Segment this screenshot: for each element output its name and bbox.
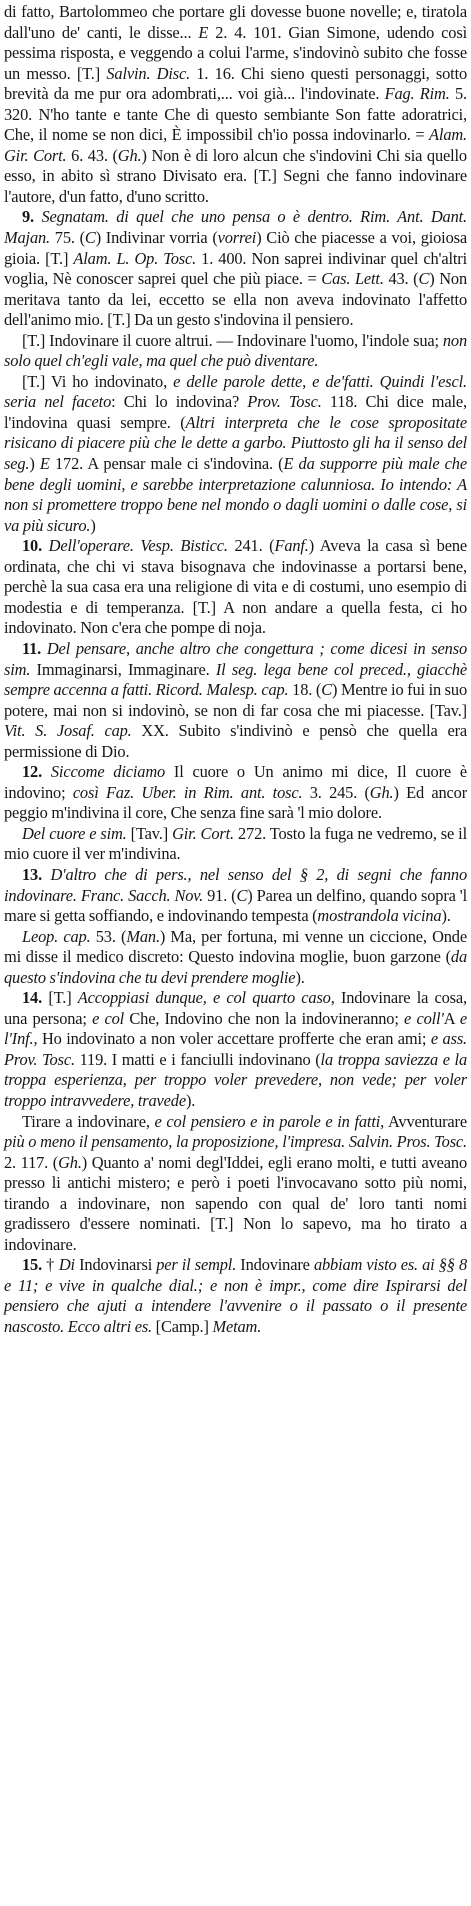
text-segment: 1. 400. Non saprei indivinar quel ch'altri voglia, Nè conoscer saprei quel che più piace. =: [4, 248, 467, 289]
text-segment: : Chi lo indovina?: [111, 392, 248, 412]
text-segment: 6. 43. (: [66, 145, 118, 165]
text-segment: 2. 117. (: [4, 1152, 59, 1172]
text-segment: 172. A pensar male ci s'indovina. (: [49, 454, 284, 474]
text-segment: [T.]: [42, 988, 78, 1008]
text-segment: 18. (: [288, 680, 322, 700]
text-segment: ) Non è di loro alcun che s'indovini Chi sia quello esso, in abito sì strano Divisato era. [T.] Segni che fanno indovinare l'autore, d'un fatto, d'uno scritto.: [4, 145, 467, 206]
text-segment: †: [42, 1255, 59, 1275]
text-segment: 1. 16. Chi sieno questi personaggi, sotto brevità da me pur ora adombrati,... voi già... l'indovinate.: [4, 63, 468, 104]
italic-segment: Il seg. lega bene col preced., giacchè sempre accenna a fatti. Ricord. Malesp. cap.: [4, 659, 467, 700]
text-segment: ): [90, 515, 96, 535]
italic-segment: non solo quel ch'egli vale, ma quel che può diventare.: [4, 330, 467, 371]
italic-segment: Man.: [126, 926, 160, 946]
italic-segment: abbiam visto es. ai §§ 8 e 11; e vive in qualche dial.; e non è impr., come dire Ispirarsi del pensiero che ajuti a intendere l'avvenire o il passato o il presente nascosto. Ecco altri es.: [4, 1255, 467, 1336]
italic-segment: Gh.: [58, 1152, 82, 1172]
text-segment: 2. 4. 101. Gian Simone, udendo così pessima risposta, e veggendo a colui l'arme, s'indovinò subito che fosse un messo. [T.]: [4, 22, 467, 83]
italic-segment: C: [418, 269, 430, 289]
italic-segment: C: [321, 680, 332, 700]
text-segment: [T.] Vi ho indovinato,: [22, 371, 174, 391]
italic-segment: Alam. L. Op. Tosc.: [73, 248, 197, 268]
text-segment: 43. (: [383, 269, 419, 289]
italic-segment: Fag. Rim.: [384, 84, 450, 104]
text-segment: A: [443, 1008, 460, 1028]
text-segment: di fatto, Bartolommeo che portare gli dovesse buone novelle; e, tiratola dall'uno de' canti, le disse...: [4, 2, 467, 42]
text-segment: Indovinare la cosa, una persona;: [4, 988, 467, 1028]
text-segment: ).: [295, 967, 305, 987]
text-segment: 272. Tosto la fuga ne vedremo, se il mio cuore il ver m'indivina.: [4, 823, 467, 864]
text-segment: ) Ciò che piacesse a voi, gioiosa gioia. [T.]: [4, 228, 467, 268]
italic-segment: mostrandola vicina: [317, 906, 442, 926]
para-14b: [4, 1112, 467, 1256]
italic-segment: Segnatam. di quel che uno pensa o è dentro. Rim. Ant. Dant. Majan.: [4, 207, 467, 248]
italic-segment: Metam.: [212, 1317, 262, 1336]
para-9c: [4, 372, 467, 536]
text-segment: Indovinare: [236, 1255, 314, 1275]
text-segment: 119. I matti e i fanciulli indovinano (: [74, 1049, 321, 1069]
text-segment: ) Non meritava tanto da lei, eccetto se ella non aveva indovinato l'affetto dell'animo mio. [T.] Da un gesto s'indovina il pensiero.: [4, 269, 468, 330]
para-12b: [4, 824, 467, 865]
italic-segment: vorrei: [217, 228, 257, 248]
italic-segment: più o meno il pensamento, la proposizione, l'impresa. Salvin. Pros. Tosc.: [4, 1132, 467, 1152]
text-segment: ) Quanto a' nomi degl'Iddei, egli erano molti, e tutti aveano presso li antichi mistero; e però i poeti l'invocavano sotto più nomi, tirando a indovinare, non sapendo con qual de' loro tanti nomi gradissero d'essere nominati. [T.] Non lo sapevo, ma ho tirato a indovinare.: [4, 1152, 468, 1254]
italic-segment: Vit. S. Josaf. cap.: [4, 721, 132, 741]
para-12: [4, 762, 467, 824]
text-segment: 53. (: [90, 926, 127, 946]
italic-segment: Gir. Cort.: [172, 823, 234, 843]
italic-segment: e l'Inf.,: [4, 1008, 467, 1049]
section-number: 14.: [22, 988, 43, 1008]
para-11: [4, 639, 467, 762]
text-segment: [Tav.]: [126, 823, 173, 843]
para-10: [4, 536, 467, 639]
italic-segment: da questo s'indovina che tu devi prendere moglie: [4, 947, 467, 987]
italic-segment: Alam. Gir. Cort.: [4, 125, 467, 165]
text-segment: 75. (: [50, 228, 85, 248]
italic-segment: la troppa saviezza e la troppa esperienza, per troppo voler prevedere, non vede; per voler troppo intravvedere, travede: [4, 1049, 467, 1110]
text-segment: 241. (: [227, 536, 275, 556]
italic-segment: D'altro che di pers., nel senso del § 2, di segni che fanno indovinare. Franc. Sacch. Nov.: [4, 864, 467, 905]
text-segment: ) Ed ancor peggio m'indivina il core, Che senza fine sarà 'l mio dolore.: [4, 782, 468, 823]
italic-segment: Gh.: [369, 782, 394, 802]
para-14: [4, 988, 467, 1111]
italic-segment: Gh.: [117, 145, 142, 165]
text-segment: 5. 320. N'ho tante e tante Che di questo sembiante Son fatte adoratrici, Che, il nome se non dici, È impossibil ch'io possa indovinarlo. =: [4, 84, 467, 145]
italic-segment: così Faz. Uber. in Rim. ant. tosc.: [72, 782, 303, 802]
italic-segment: Accoppiasi dunque, e col quarto caso,: [77, 988, 335, 1008]
text-segment: ) Aveva la casa sì bene ordinata, che chi vi stava bisognava che indovinasse a portarsi bene, perchè la sua casa era una religione di vita e di costumi, uno esempio di modestia e di temperanza. [T.] A non andare a quella festa, ci ho indovinato. Non c'era che pompe di noja.: [4, 536, 468, 638]
text-segment: ) Ma, per fortuna, mi venne un ciccione, Onde mi disse il medico discreto: Questo indovina moglie, buon garzone (: [4, 926, 467, 967]
text-segment: Il cuore o Un animo mi dice, Il cuore è indovino;: [4, 762, 467, 802]
italic-segment: Salvin. Disc.: [106, 63, 191, 83]
text-segment: Indovinarsi: [74, 1255, 157, 1275]
text-segment: XX. Subito s'indivinò e pensò che quella era permissione di Dio.: [4, 721, 467, 761]
section-number: 10.: [22, 536, 43, 556]
italic-segment: e coll': [404, 1008, 444, 1028]
para-13b: [4, 927, 467, 989]
para-15: [4, 1255, 467, 1337]
italic-segment: e col pensiero e in parole e in fatti,: [154, 1111, 385, 1131]
text-segment: Avventurare: [384, 1111, 467, 1131]
italic-segment: Cas. Lett.: [321, 269, 384, 289]
italic-segment: Altri interpreta che le cose spropositate risicano di piacere più che le dette a garbo. Piuttosto gli ha il senso del seg.: [4, 412, 467, 474]
text-segment: ).: [441, 906, 451, 926]
section-number: 15.: [22, 1255, 43, 1275]
section-number: 9.: [22, 207, 34, 227]
italic-segment: E: [198, 22, 209, 42]
italic-segment: C: [84, 228, 96, 248]
italic-segment: Leop. cap.: [22, 926, 91, 946]
italic-segment: Fanf.: [274, 536, 309, 556]
para-9: [4, 207, 467, 330]
italic-segment: Di: [58, 1255, 75, 1275]
italic-segment: e col: [92, 1008, 125, 1028]
text-segment: Immaginarsi, Immaginare.: [30, 659, 216, 679]
section-number: 11.: [22, 638, 42, 658]
text-segment: Ho indovinato a non voler accettare profferte che eran ami;: [37, 1029, 431, 1049]
italic-segment: C: [236, 885, 248, 905]
para-13: [4, 865, 467, 927]
para-intro: [4, 2, 467, 207]
text-segment: 3. 245. (: [302, 782, 370, 802]
italic-segment: Del cuore e sim.: [22, 823, 127, 843]
italic-segment: Siccome diciamo: [50, 762, 166, 782]
italic-segment: e ass. Prov. Tosc.: [4, 1029, 467, 1069]
text-segment: [42, 762, 51, 781]
italic-segment: Del pensare, anche altro che congettura ; come dicesi in senso sim.: [4, 638, 467, 679]
text-segment: 91. (: [203, 885, 237, 905]
italic-segment: E: [39, 454, 50, 474]
section-number: 13.: [22, 864, 43, 884]
text-segment: [42, 536, 49, 555]
text-segment: 118. Chi dice male, l'indovina quasi sempre. (: [4, 392, 468, 432]
text-segment: ) Mentre io fui in suo potere, mai non si indovinò, se non di far cosa che mi piacesse. [Tav.]: [4, 680, 467, 720]
italic-segment: Prov. Tosc.: [247, 392, 322, 412]
italic-segment: e delle parole dette, e de'fatti. Quindi l'escl. seria nel faceto: [4, 371, 467, 412]
para-9b: [4, 331, 467, 372]
section-number: 12.: [22, 762, 43, 782]
text-segment: ) Parea un delfino, quando sopra 'l mare si getta soffiando, e indovinando tempesta (: [4, 885, 467, 926]
italic-segment: per il sempl.: [156, 1255, 237, 1275]
text-segment: Tirare a indovinare,: [22, 1111, 155, 1131]
italic-segment: Dell'operare. Vesp. Bisticc.: [48, 536, 228, 556]
text-segment: [Camp.]: [152, 1317, 213, 1336]
text-segment: ): [29, 454, 40, 474]
text-segment: ).: [185, 1090, 196, 1110]
text-segment: [T.] Indovinare il cuore altrui. — Indovinare l'uomo, l'indole sua;: [22, 330, 443, 350]
text-segment: Che, Indovino che non la indovineranno;: [124, 1008, 405, 1028]
text-segment: ) Indivinar vorria (: [95, 228, 218, 248]
italic-segment: E da supporre più male che bene degli uomini, e sarebbe interpretazione calunniosa. Io intendo: A non si promettere troppo bene nel mondo o dagli uomini o dalle cose, si va più sicuro.: [4, 454, 467, 535]
